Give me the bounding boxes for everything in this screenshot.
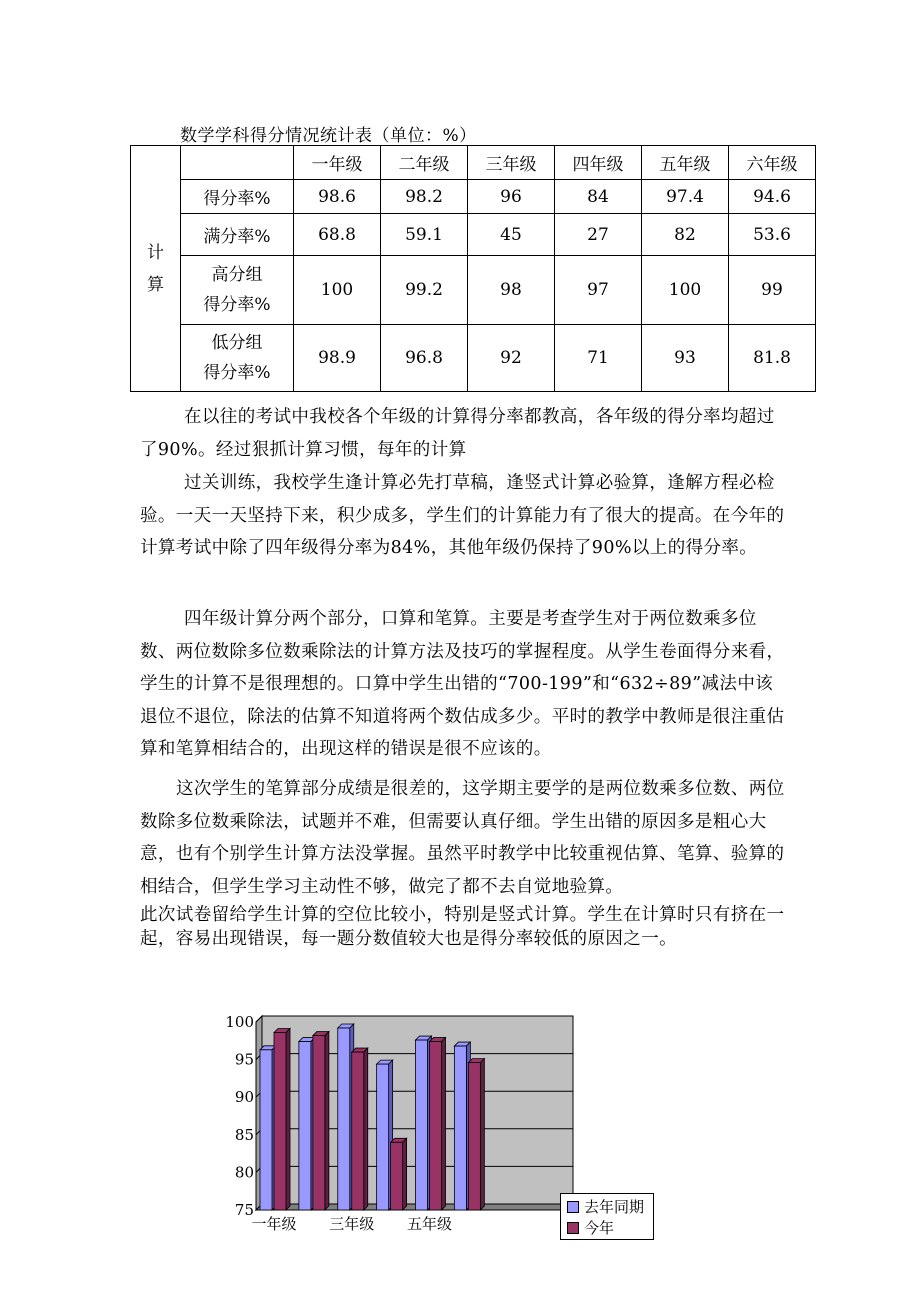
table-cell: 97 [555, 256, 642, 325]
y-tick-label: 100 [225, 1013, 254, 1031]
table-cell: 96.8 [381, 325, 468, 392]
paragraph-text: 四年级计算分两个部分，口算和笔算。主要是考查学生对于两位数乘多位数、两位数除多位数乘除法的计算方法及技巧的掌握程度。从学生卷面得分来看，学生的计算不是很理想的。口算中学生出错的“700-199”和“632÷89”减法中该退位不退位，除法的估算不知道将两个数估成多少。平时的教学中教师是很注重估算和笔算相结合的，出现这样的错误是很不应该的。 [140, 609, 785, 759]
bar-top [416, 1036, 432, 1040]
bar-side [350, 1024, 354, 1210]
legend-label: 去年同期 [584, 1198, 645, 1216]
bar [299, 1042, 311, 1210]
chart-floor [256, 1204, 573, 1210]
y-tick-label: 85 [234, 1125, 254, 1144]
bar-side [286, 1029, 290, 1210]
table-cell: 59.1 [381, 214, 468, 256]
table-cell: 71 [555, 325, 642, 392]
table-cell: 98 [468, 256, 555, 325]
y-tick-label: 80 [234, 1163, 254, 1182]
legend-item [567, 1218, 614, 1238]
paragraph-text: 这次学生的笔算部分成绩是很差的，这学期主要学的是两位数乘多位数、两位数除多位数乘除法，试题并不难，但需要认真仔细。学生出错的原因多是粗心大意，也有个别学生计算方法没掌握。虽然平时教学中比较重视估算、笔算、验算的相结合，但学生学习主动性不够，做完了都不去自觉地验算。 [140, 779, 785, 897]
gridline [256, 1129, 573, 1135]
gridline [256, 1091, 573, 1097]
bar [313, 1036, 325, 1210]
paragraph [140, 401, 785, 466]
bar-side [403, 1138, 407, 1210]
legend-label: 今年 [584, 1219, 615, 1237]
legend-item [567, 1197, 644, 1217]
table-cell: 84 [555, 180, 642, 214]
row-label-line: 得分率% [203, 363, 271, 383]
grade-header: 四年级 [555, 146, 642, 180]
table-cell: 94.6 [729, 180, 816, 214]
table-cell: 81.8 [729, 325, 816, 392]
bar-side [325, 1032, 329, 1210]
table-cell: 97.4 [642, 180, 729, 214]
bar [260, 1050, 272, 1210]
bar-side [466, 1042, 470, 1210]
bar [338, 1028, 350, 1210]
bar-side [389, 1060, 393, 1210]
row-label [181, 256, 294, 325]
table-cell: 82 [642, 214, 729, 256]
bar [416, 1040, 428, 1210]
bar [454, 1046, 466, 1210]
row-label-line: 高分组 [211, 265, 263, 285]
paragraph-text: 此次试卷留给学生计算的空位比较小，特别是竖式计算。学生在计算时只有挤在一起，容易出现错误，每一题分数值较大也是得分率较低的原因之一。 [140, 905, 785, 949]
side-label: 计算 [147, 242, 164, 295]
bar-top [454, 1042, 470, 1046]
bar-side [311, 1038, 315, 1210]
bar-top [299, 1038, 315, 1042]
bar-top [391, 1138, 407, 1142]
table-cell: 99.2 [381, 256, 468, 325]
paragraph [140, 903, 785, 951]
table-cell: 98.2 [381, 180, 468, 214]
bar-top [260, 1046, 276, 1050]
table-cell: 93 [642, 325, 729, 392]
row-label [181, 325, 294, 392]
bar [274, 1033, 286, 1210]
bar-top [430, 1038, 446, 1042]
table-cell: 27 [555, 214, 642, 256]
y-tick-label: 75 [234, 1201, 254, 1219]
chart-wall [262, 1016, 573, 1204]
row-label: 满分率% [181, 214, 294, 256]
bar-side [480, 1059, 484, 1210]
table-cell: 96 [468, 180, 555, 214]
grade-header: 六年级 [729, 146, 816, 180]
corner-cell [181, 146, 294, 180]
table-row [131, 180, 816, 214]
table-row [131, 256, 816, 325]
bar [430, 1042, 442, 1210]
x-tick-label: 一年级 [251, 1215, 297, 1233]
bar-top [352, 1048, 368, 1052]
bar-top [468, 1059, 484, 1063]
bar [468, 1063, 480, 1210]
y-tick-label: 90 [234, 1088, 254, 1107]
bar-top [313, 1032, 329, 1036]
legend-swatch [567, 1222, 579, 1234]
bar-top [377, 1060, 393, 1064]
table-header-row [131, 146, 816, 180]
grade-header: 五年级 [642, 146, 729, 180]
bar-side [442, 1038, 446, 1210]
bar-side [364, 1048, 368, 1210]
bar [377, 1064, 389, 1210]
table-cell: 98.9 [294, 325, 381, 392]
score-table [130, 145, 816, 392]
paragraph-text: 在以往的考试中我校各个年级的计算得分率都教高，各年级的得分率均超过了90%。经过狠抓计算习惯，每年的计算 [140, 407, 775, 460]
bar-side [428, 1036, 432, 1210]
chart-legend [560, 1193, 654, 1240]
table-row [131, 325, 816, 392]
grade-header: 一年级 [294, 146, 381, 180]
y-tick-label: 95 [234, 1050, 254, 1069]
bar-top [274, 1029, 290, 1033]
paragraph-text: 过关训练，我校学生逢计算必先打草稿，逢竖式计算必验算，逢解方程必检验。一天一天坚持下来，积少成多，学生们的计算能力有了很大的提高。在今年的计算考试中除了四年级得分率为84%，其他年级仍保持了90%以上的得分率。 [140, 473, 785, 558]
table-title: 数学学科得分情况统计表（单位：%） [180, 126, 477, 146]
table-cell: 92 [468, 325, 555, 392]
row-label: 得分率% [181, 180, 294, 214]
paragraph [140, 467, 785, 565]
x-tick-label: 三年级 [329, 1215, 375, 1233]
gridline [256, 1166, 573, 1172]
table-cell: 98.6 [294, 180, 381, 214]
row-label-line: 低分组 [211, 333, 263, 353]
table-cell: 53.6 [729, 214, 816, 256]
paragraph [140, 603, 785, 766]
legend-swatch [567, 1201, 579, 1213]
row-label-line: 得分率% [203, 295, 271, 315]
paragraph [140, 773, 785, 903]
table-cell: 100 [642, 256, 729, 325]
bar [391, 1142, 403, 1210]
table-cell: 100 [294, 256, 381, 325]
chart-side-wall [256, 1016, 262, 1210]
side-label-cell [131, 146, 181, 392]
bar-top [338, 1024, 354, 1028]
bar-side [272, 1046, 276, 1210]
bar [352, 1052, 364, 1210]
gridline [256, 1016, 573, 1022]
grade-header: 三年级 [468, 146, 555, 180]
table-row [131, 214, 816, 256]
gridline [256, 1054, 573, 1060]
table-cell: 45 [468, 214, 555, 256]
grade-header: 二年级 [381, 146, 468, 180]
table-cell: 99 [729, 256, 816, 325]
x-tick-label: 五年级 [406, 1215, 453, 1233]
table-cell: 68.8 [294, 214, 381, 256]
